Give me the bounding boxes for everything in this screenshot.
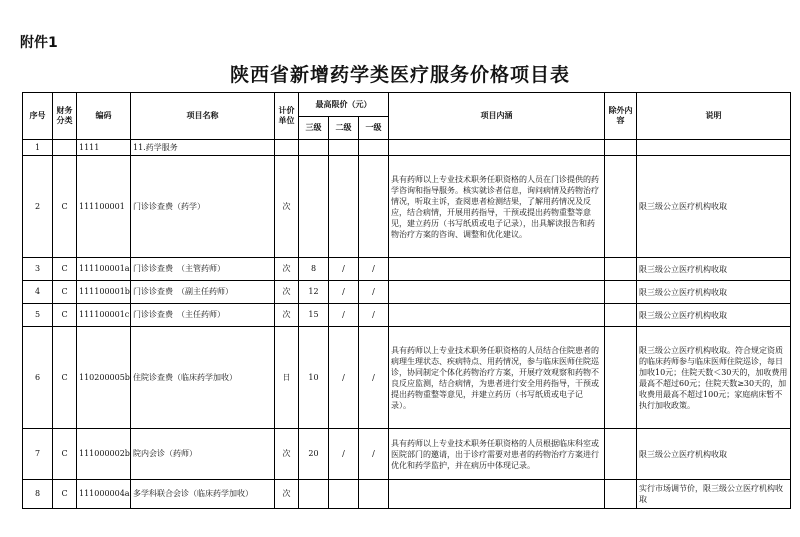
header-seq: 序号: [23, 93, 53, 140]
price-table: [22, 92, 791, 509]
cell-name: 多学科联合会诊（临床药学加收）: [131, 480, 275, 509]
cell-unit: 次: [275, 156, 299, 258]
cell-excluded: [605, 429, 637, 480]
cell-excluded: [605, 140, 637, 156]
cell-excluded: [605, 156, 637, 258]
table-row: [23, 429, 791, 480]
cell-excluded: [605, 258, 637, 281]
header-finance: 财务分类: [53, 93, 77, 140]
cell-finance: C: [53, 480, 77, 509]
cell-remarks: 限三级公立医疗机构收取: [637, 429, 791, 480]
header-remarks: 说明: [637, 93, 791, 140]
cell-price-level3: [299, 140, 329, 156]
cell-excluded: [605, 327, 637, 429]
header-level2: 二级: [329, 117, 359, 140]
cell-content: 具有药师以上专业技术职务任职资格的人员在门诊提供的药学咨询和指导服务。核实就诊者信息，询问病情及药物治疗情况，听取主诉，查阅患者检测结果，了解用药情况及反应，结合病情，开展用药指导，干预或提出药物重整等意见，建立药历（书写纸质或电子记录），出具解读报告和药物治疗方案的咨询、调整和优化建议。: [389, 156, 605, 258]
table-row: [23, 480, 791, 509]
cell-price-level3: 8: [299, 258, 329, 281]
table-row: [23, 258, 791, 281]
header-name: 项目名称: [131, 93, 275, 140]
cell-price-level1: /: [359, 429, 389, 480]
cell-price-level1: /: [359, 304, 389, 327]
cell-price-level3: 12: [299, 281, 329, 304]
cell-content: [389, 480, 605, 509]
header-code: 编码: [77, 93, 131, 140]
cell-name: 门诊诊查费 （主任药师）: [131, 304, 275, 327]
cell-unit: 次: [275, 258, 299, 281]
header-level3: 三级: [299, 117, 329, 140]
cell-remarks: 限三级公立医疗机构收取。符合规定资质的临床药师参与临床医师住院巡诊，每日加收10元；住院天数＜30天的，加收费用最高不超过60元；住院天数≥30天的，加收费用最高不超过100元；家庭病床暂不执行加收政策。: [637, 327, 791, 429]
cell-seq: 7: [23, 429, 53, 480]
cell-price-level2: [329, 480, 359, 509]
cell-price-level2: /: [329, 327, 359, 429]
table-row: [23, 304, 791, 327]
cell-finance: [53, 140, 77, 156]
header-level1: 一级: [359, 117, 389, 140]
cell-excluded: [605, 480, 637, 509]
cell-unit: 次: [275, 304, 299, 327]
cell-price-level1: [359, 140, 389, 156]
cell-code: 111100001: [77, 156, 131, 258]
cell-code: 111100001b: [77, 281, 131, 304]
cell-name: 门诊诊查费 （副主任药师）: [131, 281, 275, 304]
cell-price-level2: /: [329, 304, 359, 327]
cell-price-level1: [359, 480, 389, 509]
cell-excluded: [605, 304, 637, 327]
cell-finance: C: [53, 156, 77, 258]
cell-finance: C: [53, 281, 77, 304]
cell-name: 11.药学服务: [131, 140, 275, 156]
cell-price-level3: 15: [299, 304, 329, 327]
table-row: [23, 156, 791, 258]
cell-price-level2: [329, 140, 359, 156]
cell-price-level2: [329, 156, 359, 258]
cell-content: [389, 140, 605, 156]
cell-price-level1: /: [359, 281, 389, 304]
table-row: [23, 281, 791, 304]
cell-remarks: 实行市场调节价，限三级公立医疗机构收取: [637, 480, 791, 509]
page-title: 陕西省新增药学类医疗服务价格项目表: [229, 64, 570, 86]
cell-price-level1: /: [359, 258, 389, 281]
cell-unit: 日: [275, 327, 299, 429]
cell-remarks: [637, 140, 791, 156]
header-content: 项目内涵: [389, 93, 605, 140]
cell-name: 住院诊查费（临床药学加收）: [131, 327, 275, 429]
cell-seq: 4: [23, 281, 53, 304]
cell-code: 1111: [77, 140, 131, 156]
cell-content: [389, 258, 605, 281]
cell-price-level3: 10: [299, 327, 329, 429]
cell-name: 院内会诊（药师）: [131, 429, 275, 480]
header-max-price: 最高限价（元）: [299, 93, 389, 117]
cell-price-level1: [359, 156, 389, 258]
cell-price-level3: [299, 156, 329, 258]
cell-remarks: 限三级公立医疗机构收取: [637, 156, 791, 258]
cell-content: 具有药师以上专业技术职务任职资格的人员结合住院患者的病理生理状态、疾病特点、用药情况，参与临床医师住院巡诊，协同制定个体化药物治疗方案，开展疗效观察和药物不良反应监测，结合病情，为患者进行安全用药指导，干预或提出药物重整等意见，并建立药历（书写纸质或电子记录）。: [389, 327, 605, 429]
cell-seq: 2: [23, 156, 53, 258]
cell-price-level2: /: [329, 429, 359, 480]
cell-unit: [275, 140, 299, 156]
cell-excluded: [605, 281, 637, 304]
cell-content: [389, 281, 605, 304]
cell-code: 111000004a: [77, 480, 131, 509]
cell-price-level2: /: [329, 258, 359, 281]
table-row: [23, 327, 791, 429]
cell-seq: 8: [23, 480, 53, 509]
cell-finance: C: [53, 304, 77, 327]
cell-unit: 次: [275, 281, 299, 304]
cell-name: 门诊诊查费（药学）: [131, 156, 275, 258]
cell-unit: 次: [275, 429, 299, 480]
cell-content: 具有药师以上专业技术职务任职资格的人员根据临床科室或医院部门的邀请，出于诊疗需要对患者的药物治疗方案进行优化和药学监护，并在病历中体现记录。: [389, 429, 605, 480]
header-unit: 计价单位: [275, 93, 299, 140]
cell-content: [389, 304, 605, 327]
cell-remarks: 限三级公立医疗机构收取: [637, 258, 791, 281]
cell-remarks: 限三级公立医疗机构收取: [637, 281, 791, 304]
cell-seq: 5: [23, 304, 53, 327]
cell-code: 110200005b: [77, 327, 131, 429]
cell-seq: 6: [23, 327, 53, 429]
attachment-label: 附件1: [20, 35, 58, 51]
cell-code: 111100001c: [77, 304, 131, 327]
cell-price-level3: [299, 480, 329, 509]
cell-price-level1: /: [359, 327, 389, 429]
table-row: [23, 140, 791, 156]
cell-code: 111000002b: [77, 429, 131, 480]
cell-finance: C: [53, 327, 77, 429]
cell-seq: 3: [23, 258, 53, 281]
cell-finance: C: [53, 258, 77, 281]
cell-price-level2: /: [329, 281, 359, 304]
cell-finance: C: [53, 429, 77, 480]
cell-code: 111100001a: [77, 258, 131, 281]
cell-name: 门诊诊查费 （主管药师）: [131, 258, 275, 281]
header-excluded: 除外内容: [605, 93, 637, 140]
cell-unit: 次: [275, 480, 299, 509]
cell-seq: 1: [23, 140, 53, 156]
cell-remarks: 限三级公立医疗机构收取: [637, 304, 791, 327]
cell-price-level3: 20: [299, 429, 329, 480]
